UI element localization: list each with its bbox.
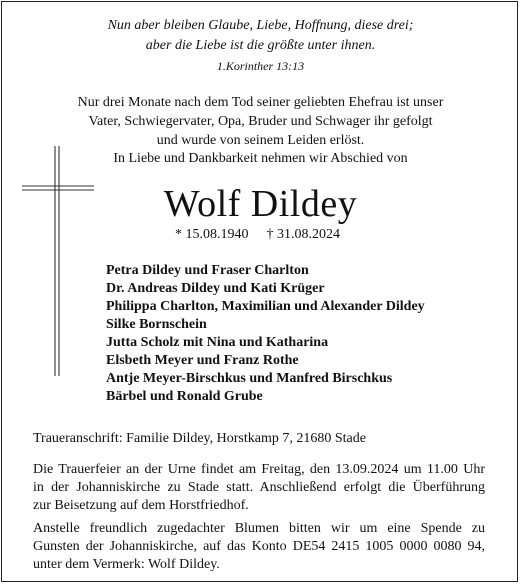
- mourner-item: Petra Dildey und Fraser Charlton: [106, 263, 309, 278]
- ceremony-line-2: in der Johanniskirche zu Stade statt. Anschließend erfolgt die Überführung: [33, 480, 485, 495]
- mourner-item: Bärbel und Ronald Grube: [106, 389, 263, 404]
- mourning-address: Traueranschrift: Familie Dildey, Horstkamp 7, 21680 Stade: [33, 431, 366, 446]
- deceased-name: Wolf Dildey: [163, 183, 358, 225]
- mourner-item: Philippa Charlton, Maximilian und Alexander Dildey: [106, 299, 425, 314]
- mourner-item: Dr. Andreas Dildey und Kati Krüger: [106, 281, 325, 296]
- life-dates: [175, 226, 340, 244]
- death-date: † 31.08.2024: [266, 227, 340, 242]
- donation-paragraph: [33, 520, 485, 574]
- donation-line-1: Anstelle freundlich zugedachter Blumen bitten wir um eine Spende zu: [33, 521, 485, 536]
- mourner-item: Antje Meyer-Birschkus und Manfred Birschkus: [106, 371, 393, 386]
- mourner-item: Elsbeth Meyer und Franz Rothe: [106, 353, 299, 368]
- donation-line-2: Gunsten der Johanniskirche, auf das Konto DE54 2415 1005 0000 0080 94,: [33, 539, 485, 554]
- farewell-text: In Liebe und Dankbarkeit nehmen wir Abschied von: [113, 151, 408, 166]
- mourner-item: Silke Bornschein: [106, 317, 207, 332]
- intro-line-3: und wurde von seinem Leiden erlöst.: [156, 133, 365, 148]
- mourner-item: Jutta Scholz mit Nina und Katharina: [106, 335, 329, 350]
- ceremony-paragraph: [33, 461, 485, 515]
- verse-line-1: Nun aber bleiben Glaube, Liebe, Hoffnung, diese drei;: [107, 18, 414, 33]
- birth-date: * 15.08.1940: [175, 227, 249, 242]
- donation-line-3: unter dem Vermerk: Wolf Dildey.: [33, 557, 220, 572]
- ceremony-line-3: zur Beisetzung auf dem Horstfriedhof.: [33, 498, 249, 513]
- ceremony-line-1: Die Trauerfeier an der Urne findet am Freitag, den 13.09.2024 um 11.00 Uhr: [33, 462, 485, 477]
- intro-text: [0, 93, 521, 150]
- verse-reference: 1.Korinther 13:13: [216, 59, 305, 73]
- intro-line-1: Nur drei Monate nach dem Tod seiner geliebten Ehefrau ist unser: [77, 95, 444, 110]
- intro-line-2: Vater, Schwiegervater, Opa, Bruder und Schwager ihr gefolgt: [88, 114, 433, 129]
- verse-line-2: aber die Liebe ist die größte unter ihnen.: [145, 38, 376, 53]
- mourners-list: [106, 262, 425, 406]
